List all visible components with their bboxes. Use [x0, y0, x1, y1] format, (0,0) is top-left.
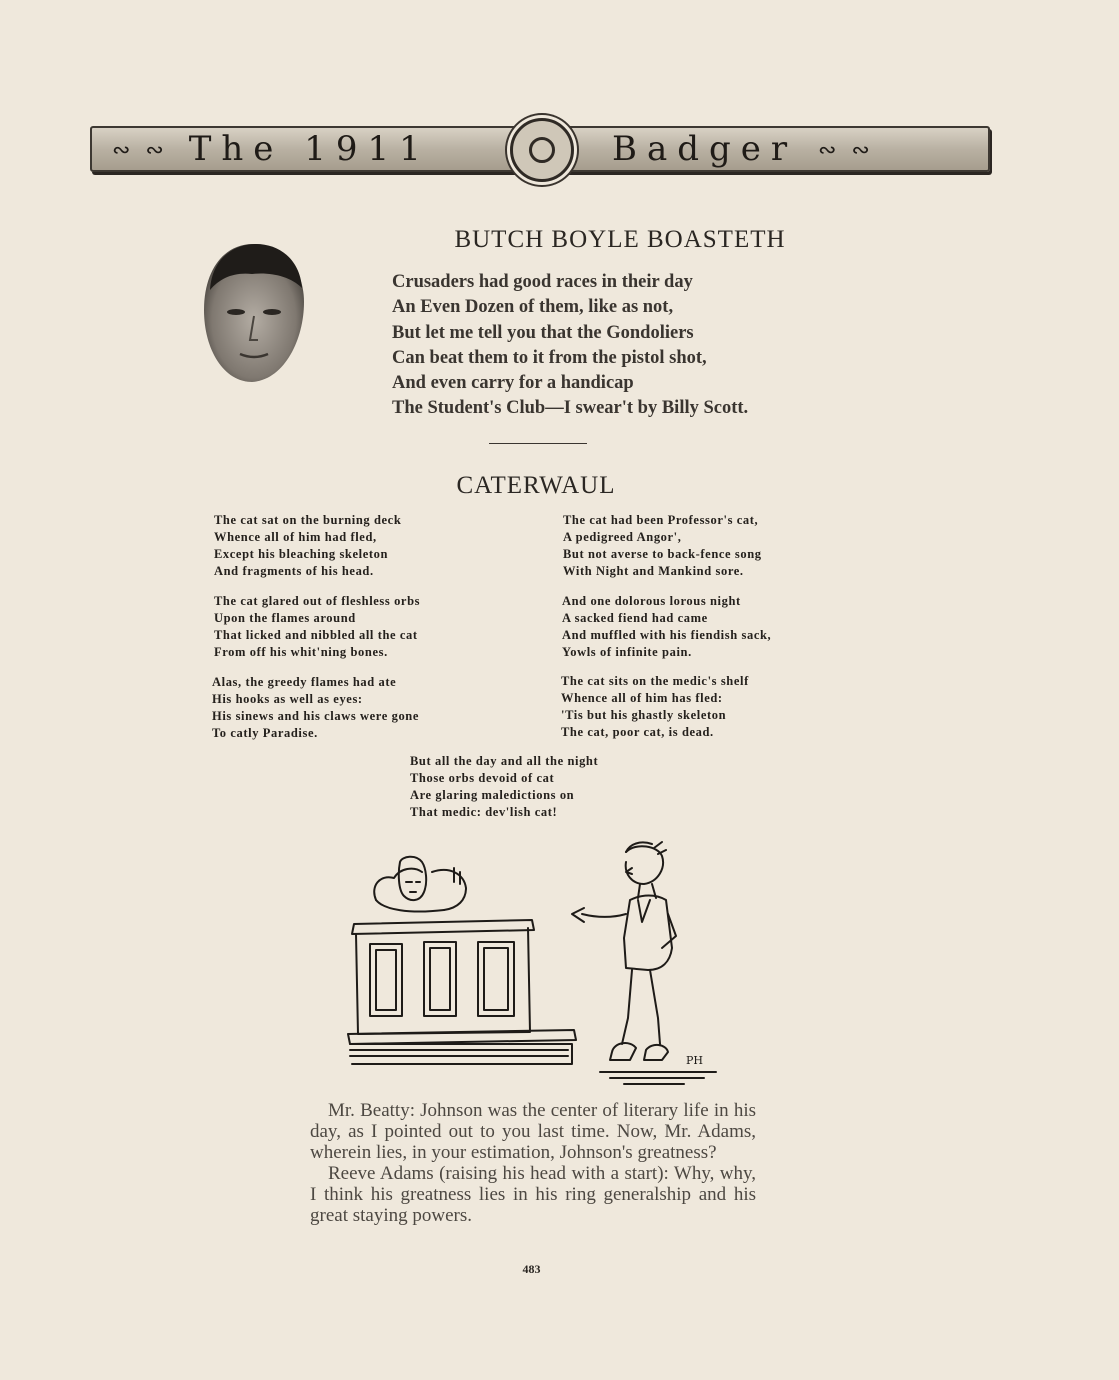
stanza-4: [563, 512, 762, 580]
poem-line: Crusaders had good races in their day: [392, 272, 693, 292]
banner-title-left: The 1911: [188, 129, 431, 169]
stanza-line: The cat, poor cat, is dead.: [561, 725, 714, 739]
poem-line: But let me tell you that the Gondoliers: [392, 322, 694, 343]
poem-title-butch-boyle: BUTCH BOYLE BOASTETH: [454, 226, 786, 253]
stanza-line: The cat sits on the medic's shelf: [561, 674, 749, 688]
portrait-photo: [200, 240, 306, 384]
stanza-line: Yowls of infinite pain.: [562, 645, 692, 659]
stanza-line: Whence all of him had fled,: [214, 530, 377, 544]
standing-professor-drawing: [572, 842, 716, 1084]
artist-signature: PH: [686, 1054, 703, 1067]
stanza-line: The cat had been Professor's cat,: [563, 513, 759, 527]
stanza-line: His hooks as well as eyes:: [212, 692, 363, 706]
stanza-2: [214, 593, 420, 661]
poem-line: The Student's Club—I swear't by Billy Scott.: [392, 398, 749, 419]
section-divider: [489, 443, 587, 444]
stanza-line: A pedigreed Angor',: [563, 530, 682, 544]
stanza-line: A sacked fiend had came: [562, 611, 708, 625]
stanza-1: [214, 512, 401, 580]
poem-line: An Even Dozen of them, like as not,: [392, 297, 674, 318]
stanza-line: But all the day and all the night: [410, 754, 599, 768]
stanza-line: The cat sat on the burning deck: [214, 513, 402, 527]
stanza-line: Except his bleaching skeleton: [214, 547, 389, 561]
stanza-3: [212, 674, 419, 742]
stanza-line: The cat glared out of fleshless orbs: [214, 594, 421, 608]
stanza-line: Whence all of him has fled:: [561, 691, 723, 705]
sleeping-student-drawing: [374, 857, 466, 912]
stanza-line: 'Tis but his ghastly skeleton: [561, 708, 727, 722]
stanza-line: But not averse to back-fence song: [563, 547, 762, 561]
lectern-drawing: [348, 920, 576, 1064]
joke-paragraph: Mr. Beatty: Johnson was the center of literary life in his day, as I pointed out to you last time. Now, Mr. Adams, wherein lies, in your estimation, Johnson's greatness?: [310, 1100, 756, 1163]
cartoon-illustration: [340, 838, 730, 1096]
university-seal-icon: [510, 118, 574, 182]
page-number: 483: [522, 1262, 541, 1276]
stanza-line: With Night and Mankind sore.: [563, 564, 744, 578]
ornament-left: ∾ ∾: [112, 138, 168, 163]
stanza-line: Are glaring maledictions on: [410, 788, 575, 802]
poem-line: Can beat them to it from the pistol shot,: [392, 347, 707, 368]
joke-paragraph: Reeve Adams (raising his head with a start): Why, why, I think his greatness lies in his ring generalship and his great staying powers.: [310, 1163, 756, 1226]
stanza-7: [410, 753, 598, 821]
poem-title-caterwaul: CATERWAUL: [456, 472, 616, 499]
stanza-line: That licked and nibbled all the cat: [214, 628, 418, 642]
stanza-line: Those orbs devoid of cat: [410, 771, 555, 785]
stanza-line: From off his whit'ning bones.: [214, 645, 388, 659]
stanza-line: To catly Paradise.: [212, 726, 318, 740]
stanza-line: Upon the flames around: [214, 611, 356, 625]
header-banner: [90, 126, 990, 172]
stanza-line: Alas, the greedy flames had ate: [212, 675, 397, 689]
ornament-right: ∾ ∾: [817, 138, 874, 163]
stanza-6: [561, 673, 749, 741]
stanza-5: [562, 593, 771, 661]
joke-text: [310, 1100, 756, 1226]
banner-title-right: Badger: [612, 129, 798, 169]
poem-butch-boyle: [392, 270, 748, 422]
stanza-line: And one dolorous lorous night: [562, 594, 741, 608]
stanza-line: His sinews and his claws were gone: [212, 709, 419, 723]
poem-line: And even carry for a handicap: [392, 373, 634, 394]
stanza-line: And fragments of his head.: [214, 564, 374, 578]
stanza-line: And muffled with his fiendish sack,: [562, 628, 772, 642]
stanza-line: That medic: dev'lish cat!: [410, 805, 558, 819]
